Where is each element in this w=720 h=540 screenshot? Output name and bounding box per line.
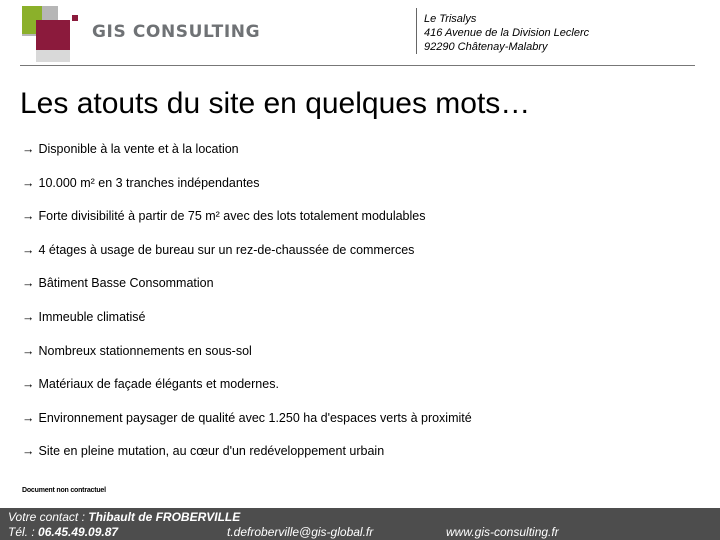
phone-line bbox=[8, 525, 118, 539]
arrow-icon: → bbox=[22, 309, 35, 324]
list-item bbox=[22, 207, 472, 241]
email-link[interactable]: t.defroberville@gis-global.fr bbox=[227, 525, 374, 539]
arrow-icon: → bbox=[22, 142, 35, 156]
list-item bbox=[22, 274, 472, 308]
footer-bar bbox=[0, 508, 720, 540]
arrow-icon: → bbox=[22, 377, 35, 392]
list-item bbox=[22, 140, 472, 174]
list-item-text: Environnement paysager de qualité avec 1.250 ha d'espaces verts à proximité bbox=[38, 410, 472, 425]
features-list bbox=[22, 140, 472, 476]
phone-number[interactable]: 06.45.49.09.87 bbox=[38, 525, 119, 539]
address-block bbox=[424, 12, 589, 54]
arrow-icon: → bbox=[22, 444, 35, 459]
list-item bbox=[22, 375, 472, 409]
website-link[interactable]: www.gis-consulting.fr bbox=[446, 525, 559, 539]
header-divider bbox=[416, 8, 417, 54]
list-item bbox=[22, 409, 472, 443]
address-line: 92290 Châtenay-Malabry bbox=[424, 41, 548, 53]
contact-name: Thibault de FROBERVILLE bbox=[88, 510, 241, 524]
page-title: Les atouts du site en quelques mots… bbox=[20, 87, 531, 120]
list-item-text: Disponible à la vente et à la location bbox=[38, 142, 239, 156]
disclaimer: Document non contractuel bbox=[22, 487, 106, 494]
list-item bbox=[22, 174, 472, 208]
list-item-text: Forte divisibilité à partir de 75 m² avec des lots totalement modulables bbox=[38, 209, 426, 224]
logo-text: GIS CONSULTING bbox=[92, 22, 261, 42]
contact-line bbox=[8, 510, 240, 524]
arrow-icon: → bbox=[22, 276, 35, 291]
list-item bbox=[22, 342, 472, 376]
arrow-icon: → bbox=[22, 175, 35, 190]
list-item bbox=[22, 241, 472, 275]
arrow-icon: → bbox=[22, 209, 35, 224]
contact-label: Votre contact : bbox=[8, 510, 89, 524]
list-item bbox=[22, 308, 472, 342]
list-item bbox=[22, 442, 472, 476]
list-item-text: Matériaux de façade élégants et modernes. bbox=[38, 377, 279, 392]
address-line: Le Trisalys bbox=[424, 13, 477, 25]
address-line: 416 Avenue de la Division Leclerc bbox=[424, 27, 590, 39]
arrow-icon: → bbox=[22, 242, 35, 257]
gis-logo-mark bbox=[22, 6, 82, 64]
list-item-text: 10.000 m² en 3 tranches indépendantes bbox=[38, 175, 260, 190]
list-item-text: Nombreux stationnements en sous-sol bbox=[38, 343, 252, 358]
header-rule bbox=[20, 65, 695, 66]
arrow-icon: → bbox=[22, 410, 35, 425]
list-item-text: Immeuble climatisé bbox=[38, 309, 146, 324]
list-item-text: Site en pleine mutation, au cœur d'un redéveloppement urbain bbox=[38, 444, 385, 459]
list-item-text: 4 étages à usage de bureau sur un rez-de-chaussée de commerces bbox=[38, 242, 415, 257]
list-item-text: Bâtiment Basse Consommation bbox=[38, 276, 214, 291]
arrow-icon: → bbox=[22, 343, 35, 358]
phone-label: Tél. : bbox=[8, 525, 39, 539]
